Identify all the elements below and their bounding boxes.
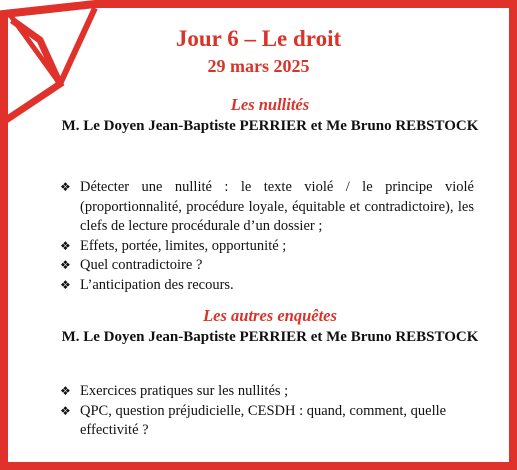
list-item-text: L’anticipation des recours. [80, 276, 234, 293]
list-item-text: QPC, question préjudicielle, CESDH : quand, comment, quelle effectivité ? [80, 402, 447, 438]
four-diamond-bullet-icon: ❖ [60, 384, 71, 398]
list-item [60, 256, 474, 276]
day-date: 29 mars 2025 [207, 56, 310, 76]
list-item [60, 237, 474, 257]
section-list-nullites [60, 178, 474, 295]
four-diamond-bullet-icon: ❖ [60, 180, 71, 194]
list-item-text: Quel contradictoire ? [80, 257, 203, 273]
day-title: Jour 6 – Le droit [175, 26, 342, 51]
section-title-autres-enquetes: Les autres enquêtes [203, 306, 337, 325]
list-item [60, 402, 474, 441]
section-speakers-autres-enquetes: M. Le Doyen Jean-Baptiste PERRIER et Me Bruno REBSTOCK [61, 329, 479, 345]
list-item [60, 276, 474, 296]
four-diamond-bullet-icon: ❖ [60, 277, 71, 292]
list-item [60, 178, 474, 237]
list-item [60, 382, 474, 402]
four-diamond-bullet-icon: ❖ [60, 403, 71, 418]
list-item-text: Effets, portée, limites, opportunité ; [80, 237, 287, 254]
section-speakers-nullites: M. Le Doyen Jean-Baptiste PERRIER et Me Bruno REBSTOCK [61, 118, 479, 134]
four-diamond-bullet-icon: ❖ [60, 258, 71, 272]
four-diamond-bullet-icon: ❖ [60, 238, 71, 253]
section-list-autres-enquetes [60, 382, 474, 441]
list-item-text: Exercices pratiques sur les nullités ; [80, 383, 289, 399]
list-item-text: Détecter une nullité : le texte violé / le principe violé (proportionnalité, procédure loyale, équitable et contradictoire), les clefs de lecture procédurale d’un dossier ; [80, 179, 474, 234]
section-title-nullites: Les nullités [230, 95, 310, 114]
